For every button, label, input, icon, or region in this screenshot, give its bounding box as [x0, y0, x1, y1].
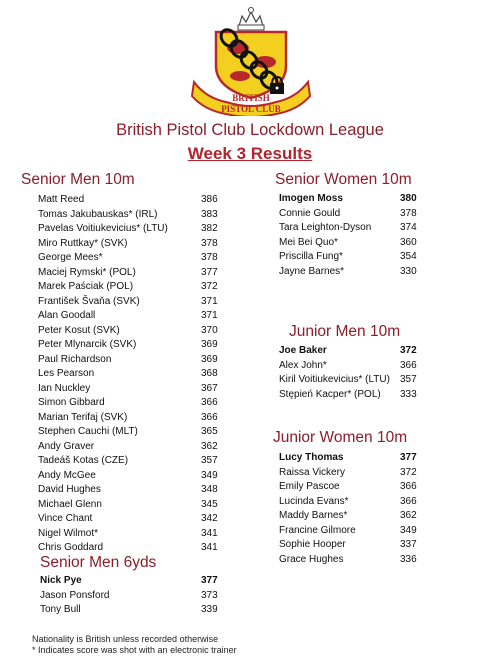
competitor-name: Kiril Voitiukevicius* (LTU) — [279, 374, 390, 385]
competitor-score: 366 — [400, 495, 417, 507]
competitor-name: Stępień Kacper* (POL) — [279, 388, 381, 400]
section-heading-senior-men-10m: Senior Men 10m — [21, 171, 135, 188]
footer-note-nationality: Nationality is British unless recorded otherwise — [32, 634, 219, 644]
competitor-score: 371 — [201, 295, 218, 307]
competitor-name: Lucy Thomas — [279, 452, 344, 463]
result-row — [38, 324, 248, 339]
competitor-name: Raissa Vickery — [279, 466, 345, 478]
result-row — [279, 495, 439, 510]
competitor-score: 378 — [201, 237, 218, 249]
competitor-score: 372 — [400, 466, 417, 478]
competitor-score: 330 — [400, 265, 417, 277]
competitor-name: Emily Pascoe — [279, 481, 340, 492]
competitor-score: 372 — [201, 281, 218, 292]
competitor-score: 382 — [201, 223, 218, 234]
competitor-score: 354 — [400, 251, 417, 262]
competitor-name: Tony Bull — [40, 604, 81, 615]
competitor-score: 362 — [201, 440, 218, 452]
page-subtitle: Week 3 Results — [187, 144, 313, 163]
competitor-score: 377 — [201, 266, 218, 278]
competitor-name: Marian Terifaj (SVK) — [38, 411, 128, 423]
club-logo — [186, 4, 316, 116]
competitor-name: Sophie Hooper — [279, 539, 346, 550]
competitor-score: 333 — [400, 388, 417, 400]
result-row — [38, 382, 248, 397]
competitor-score: 362 — [400, 510, 417, 521]
competitor-name: Marek Paściak (POL) — [38, 281, 134, 292]
competitor-score: 341 — [201, 527, 218, 539]
competitor-score: 357 — [400, 374, 417, 385]
result-row — [38, 353, 248, 368]
result-row — [38, 266, 248, 281]
result-row — [38, 454, 248, 469]
result-row — [38, 396, 248, 411]
result-row — [279, 480, 439, 495]
results-list-senior-men-10m — [38, 193, 248, 556]
competitor-score: 377 — [201, 575, 218, 586]
crown-icon — [238, 8, 264, 31]
competitor-score: 368 — [201, 368, 218, 379]
competitor-name: Stephen Cauchi (MLT) — [38, 426, 138, 437]
result-row — [279, 265, 439, 280]
section-heading-senior-men-6yds: Senior Men 6yds — [40, 554, 157, 571]
competitor-name: Tomas Jakubauskas* (IRL) — [38, 208, 158, 220]
result-row — [279, 221, 439, 236]
result-row — [38, 309, 248, 324]
competitor-score: 366 — [400, 481, 417, 492]
results-list-senior-women-10m — [279, 192, 439, 279]
competitor-name: Les Pearson — [38, 368, 95, 379]
competitor-name: Joe Baker — [279, 345, 327, 356]
competitor-name: Lucinda Evans* — [279, 495, 349, 507]
results-list-junior-men-10m — [279, 344, 439, 402]
result-row — [40, 603, 250, 618]
result-row — [279, 538, 439, 553]
competitor-name: Nigel Wilmot* — [38, 527, 99, 539]
result-row — [38, 367, 248, 382]
competitor-score: 370 — [201, 324, 218, 336]
result-row — [279, 344, 439, 359]
result-row — [38, 237, 248, 252]
result-row — [38, 512, 248, 527]
competitor-name: Jason Ponsford — [40, 589, 110, 601]
competitor-score: 337 — [400, 539, 417, 550]
competitor-score: 366 — [400, 359, 417, 371]
competitor-name: Chris Goddard — [38, 542, 104, 553]
competitor-name: Michael Glenn — [38, 498, 102, 510]
section-heading-senior-women-10m: Senior Women 10m — [275, 171, 412, 188]
competitor-name: Peter Mlynarcik (SVK) — [38, 339, 137, 350]
competitor-score: 371 — [201, 310, 218, 321]
result-row — [38, 483, 248, 498]
competitor-score: 349 — [201, 469, 218, 481]
competitor-name: Simon Gibbard — [38, 397, 105, 408]
result-row — [38, 425, 248, 440]
competitor-score: 377 — [400, 452, 417, 463]
competitor-name: Connie Gould — [279, 207, 341, 219]
result-row — [38, 469, 248, 484]
competitor-score: 378 — [400, 207, 417, 219]
competitor-name: Miro Ruttkay* (SVK) — [38, 237, 128, 249]
competitor-score: 342 — [201, 513, 218, 524]
result-row — [279, 250, 439, 265]
competitor-score: 349 — [400, 524, 417, 536]
result-row — [38, 498, 248, 513]
result-row — [279, 524, 439, 539]
result-row — [279, 236, 439, 251]
competitor-score: 383 — [201, 208, 218, 220]
competitor-score: 374 — [400, 222, 417, 233]
competitor-name: Francine Gilmore — [279, 524, 356, 536]
competitor-score: 367 — [201, 382, 218, 394]
competitor-name: Alex John* — [279, 359, 327, 371]
competitor-score: 366 — [201, 411, 218, 423]
result-row — [40, 574, 250, 589]
competitor-score: 345 — [201, 498, 218, 510]
competitor-name: Priscilla Fung* — [279, 251, 343, 262]
competitor-name: Mei Bei Quo* — [279, 236, 338, 248]
competitor-score: 365 — [201, 426, 218, 437]
result-row — [279, 207, 439, 222]
competitor-name: George Mees* — [38, 252, 103, 263]
result-row — [38, 280, 248, 295]
competitor-name: Alan Goodall — [38, 310, 96, 321]
svg-text:PISTOL CLUB: PISTOL CLUB — [221, 104, 281, 114]
result-row — [279, 192, 439, 207]
competitor-name: Maciej Rymski* (POL) — [38, 266, 136, 278]
result-row — [40, 589, 250, 604]
competitor-score: 369 — [201, 339, 218, 350]
competitor-name: David Hughes — [38, 484, 101, 495]
result-row — [38, 527, 248, 542]
competitor-score: 378 — [201, 252, 218, 263]
competitor-score: 373 — [201, 589, 218, 601]
result-row — [279, 451, 439, 466]
competitor-score: 341 — [201, 542, 218, 553]
footer-note-electronic-trainer: * Indicates score was shot with an electronic trainer — [32, 645, 237, 655]
result-row — [279, 373, 439, 388]
section-heading-junior-men-10m: Junior Men 10m — [289, 323, 401, 340]
competitor-name: Tadeáš Kotas (CZE) — [38, 455, 129, 466]
competitor-score: 366 — [201, 397, 218, 408]
result-row — [38, 193, 248, 208]
competitor-name: Jayne Barnes* — [279, 265, 345, 277]
competitor-name: Paul Richardson — [38, 353, 112, 365]
results-list-junior-women-10m — [279, 451, 439, 567]
result-row — [279, 509, 439, 524]
competitor-name: Andy McGee — [38, 469, 96, 481]
competitor-name: Peter Kosut (SVK) — [38, 324, 120, 336]
result-row — [38, 411, 248, 426]
competitor-score: 336 — [400, 553, 417, 565]
competitor-score: 357 — [201, 455, 218, 466]
competitor-score: 386 — [201, 194, 218, 205]
result-row — [279, 466, 439, 481]
result-row — [38, 338, 248, 353]
result-row — [279, 553, 439, 568]
competitor-score: 372 — [400, 345, 417, 356]
footer-notes — [32, 634, 237, 656]
page-title: British Pistol Club Lockdown League — [116, 121, 384, 139]
result-row — [38, 440, 248, 455]
competitor-name: Imogen Moss — [279, 193, 343, 204]
section-heading-junior-women-10m: Junior Women 10m — [273, 429, 408, 446]
competitor-name: Nick Pye — [40, 575, 82, 586]
competitor-name: Vince Chant — [38, 513, 93, 524]
results-list-senior-men-6yds — [40, 574, 250, 618]
competitor-name: Tara Leighton-Dyson — [279, 222, 372, 233]
competitor-score: 339 — [201, 604, 218, 615]
result-row — [38, 208, 248, 223]
competitor-name: Ian Nuckley — [38, 382, 91, 394]
competitor-score: 360 — [400, 236, 417, 248]
competitor-name: Maddy Barnes* — [279, 510, 348, 521]
competitor-name: Matt Reed — [38, 194, 85, 205]
result-row — [38, 251, 248, 266]
competitor-name: Pavelas Voitiukevicius* (LTU) — [38, 223, 168, 234]
result-row — [38, 222, 248, 237]
result-row — [279, 388, 439, 403]
competitor-name: František Švaňa (SVK) — [38, 295, 140, 307]
competitor-name: Grace Hughes — [279, 553, 344, 565]
svg-text:BRITISH: BRITISH — [232, 93, 270, 103]
competitor-score: 369 — [201, 353, 218, 365]
competitor-score: 348 — [201, 484, 218, 495]
result-row — [38, 295, 248, 310]
competitor-name: Andy Graver — [38, 440, 95, 452]
competitor-score: 380 — [400, 193, 417, 204]
result-row — [279, 359, 439, 374]
